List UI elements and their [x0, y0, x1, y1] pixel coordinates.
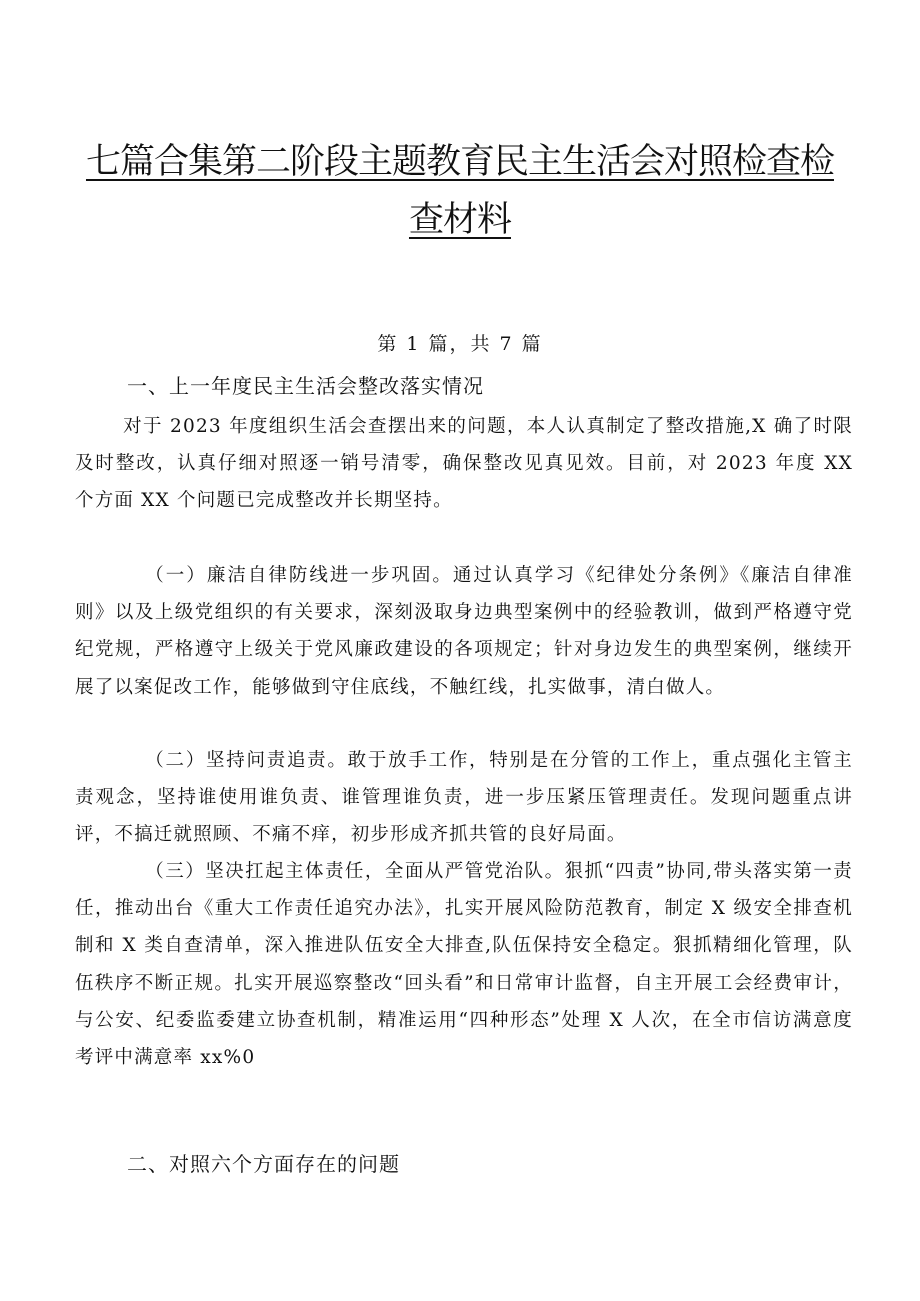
document-title-line-2: 查材料 — [408, 200, 511, 240]
section-heading-1: 一、上一年度民主生活会整改落实情况 — [127, 374, 484, 398]
section-heading-2: 二、对照六个方面存在的问题 — [127, 1152, 400, 1176]
document-title-line-1: 七篇合集第二阶段主题教育民主生活会对照检查检 — [85, 142, 834, 182]
part-label: 第 1 篇，共 7 篇 — [377, 333, 543, 355]
paragraph-item-2: （二）坚持问责追责。敢于放手工作，特别是在分管的工作上，重点强化主管主责观念，坚持谁使用谁负责、谁管理谁负责，进一步压紧压管理责任。发现问题重点讲评，不搞迁就照顾、不痛不痒，初步形成齐抓共管的良好局面。 — [75, 750, 853, 846]
paragraph-intro: 对于 2023 年度组织生活会查摆出来的问题，本人认真制定了整改措施,X 确了时限及时整改，认真仔细对照逐一销号清零，确保整改见真见效。目前，对 2023 年度 XX 个方面 XX 个问题已完成整改并长期坚持。 — [75, 416, 853, 512]
paragraph-item-3: （三）坚决扛起主体责任，全面从严管党治队。狠抓“四责”协同,带头落实第一责任，推动出台《重大工作责任追究办法》，扎实开展风险防范教育，制定 X 级安全排查机制和 X 类自查清单，深入推进队伍安全大排查,队伍保持安全稳定。狠抓精细化管理，队伍秩序不断正规。扎实开展巡察整改“回头看”和日常审计监督，自主开展工会经费审计，与公安、纪委监委建立协查机制，精准运用“四种形态”处理 X 人次，在全市信访满意度考评中满意率 xx%0 — [75, 861, 853, 1069]
paragraph-item-1: （一）廉洁自律防线进一步巩固。通过认真学习《纪律处分条例》《廉洁自律准则》以及上级党组织的有关要求，深刻汲取身边典型案例中的经验教训，做到严格遵守党纪党规，严格遵守上级关于党风廉政建设的各项规定；针对身边发生的典型案例，继续开展了以案促改工作，能够做到守住底线，不触红线，扎实做事，清白做人。 — [75, 565, 853, 698]
